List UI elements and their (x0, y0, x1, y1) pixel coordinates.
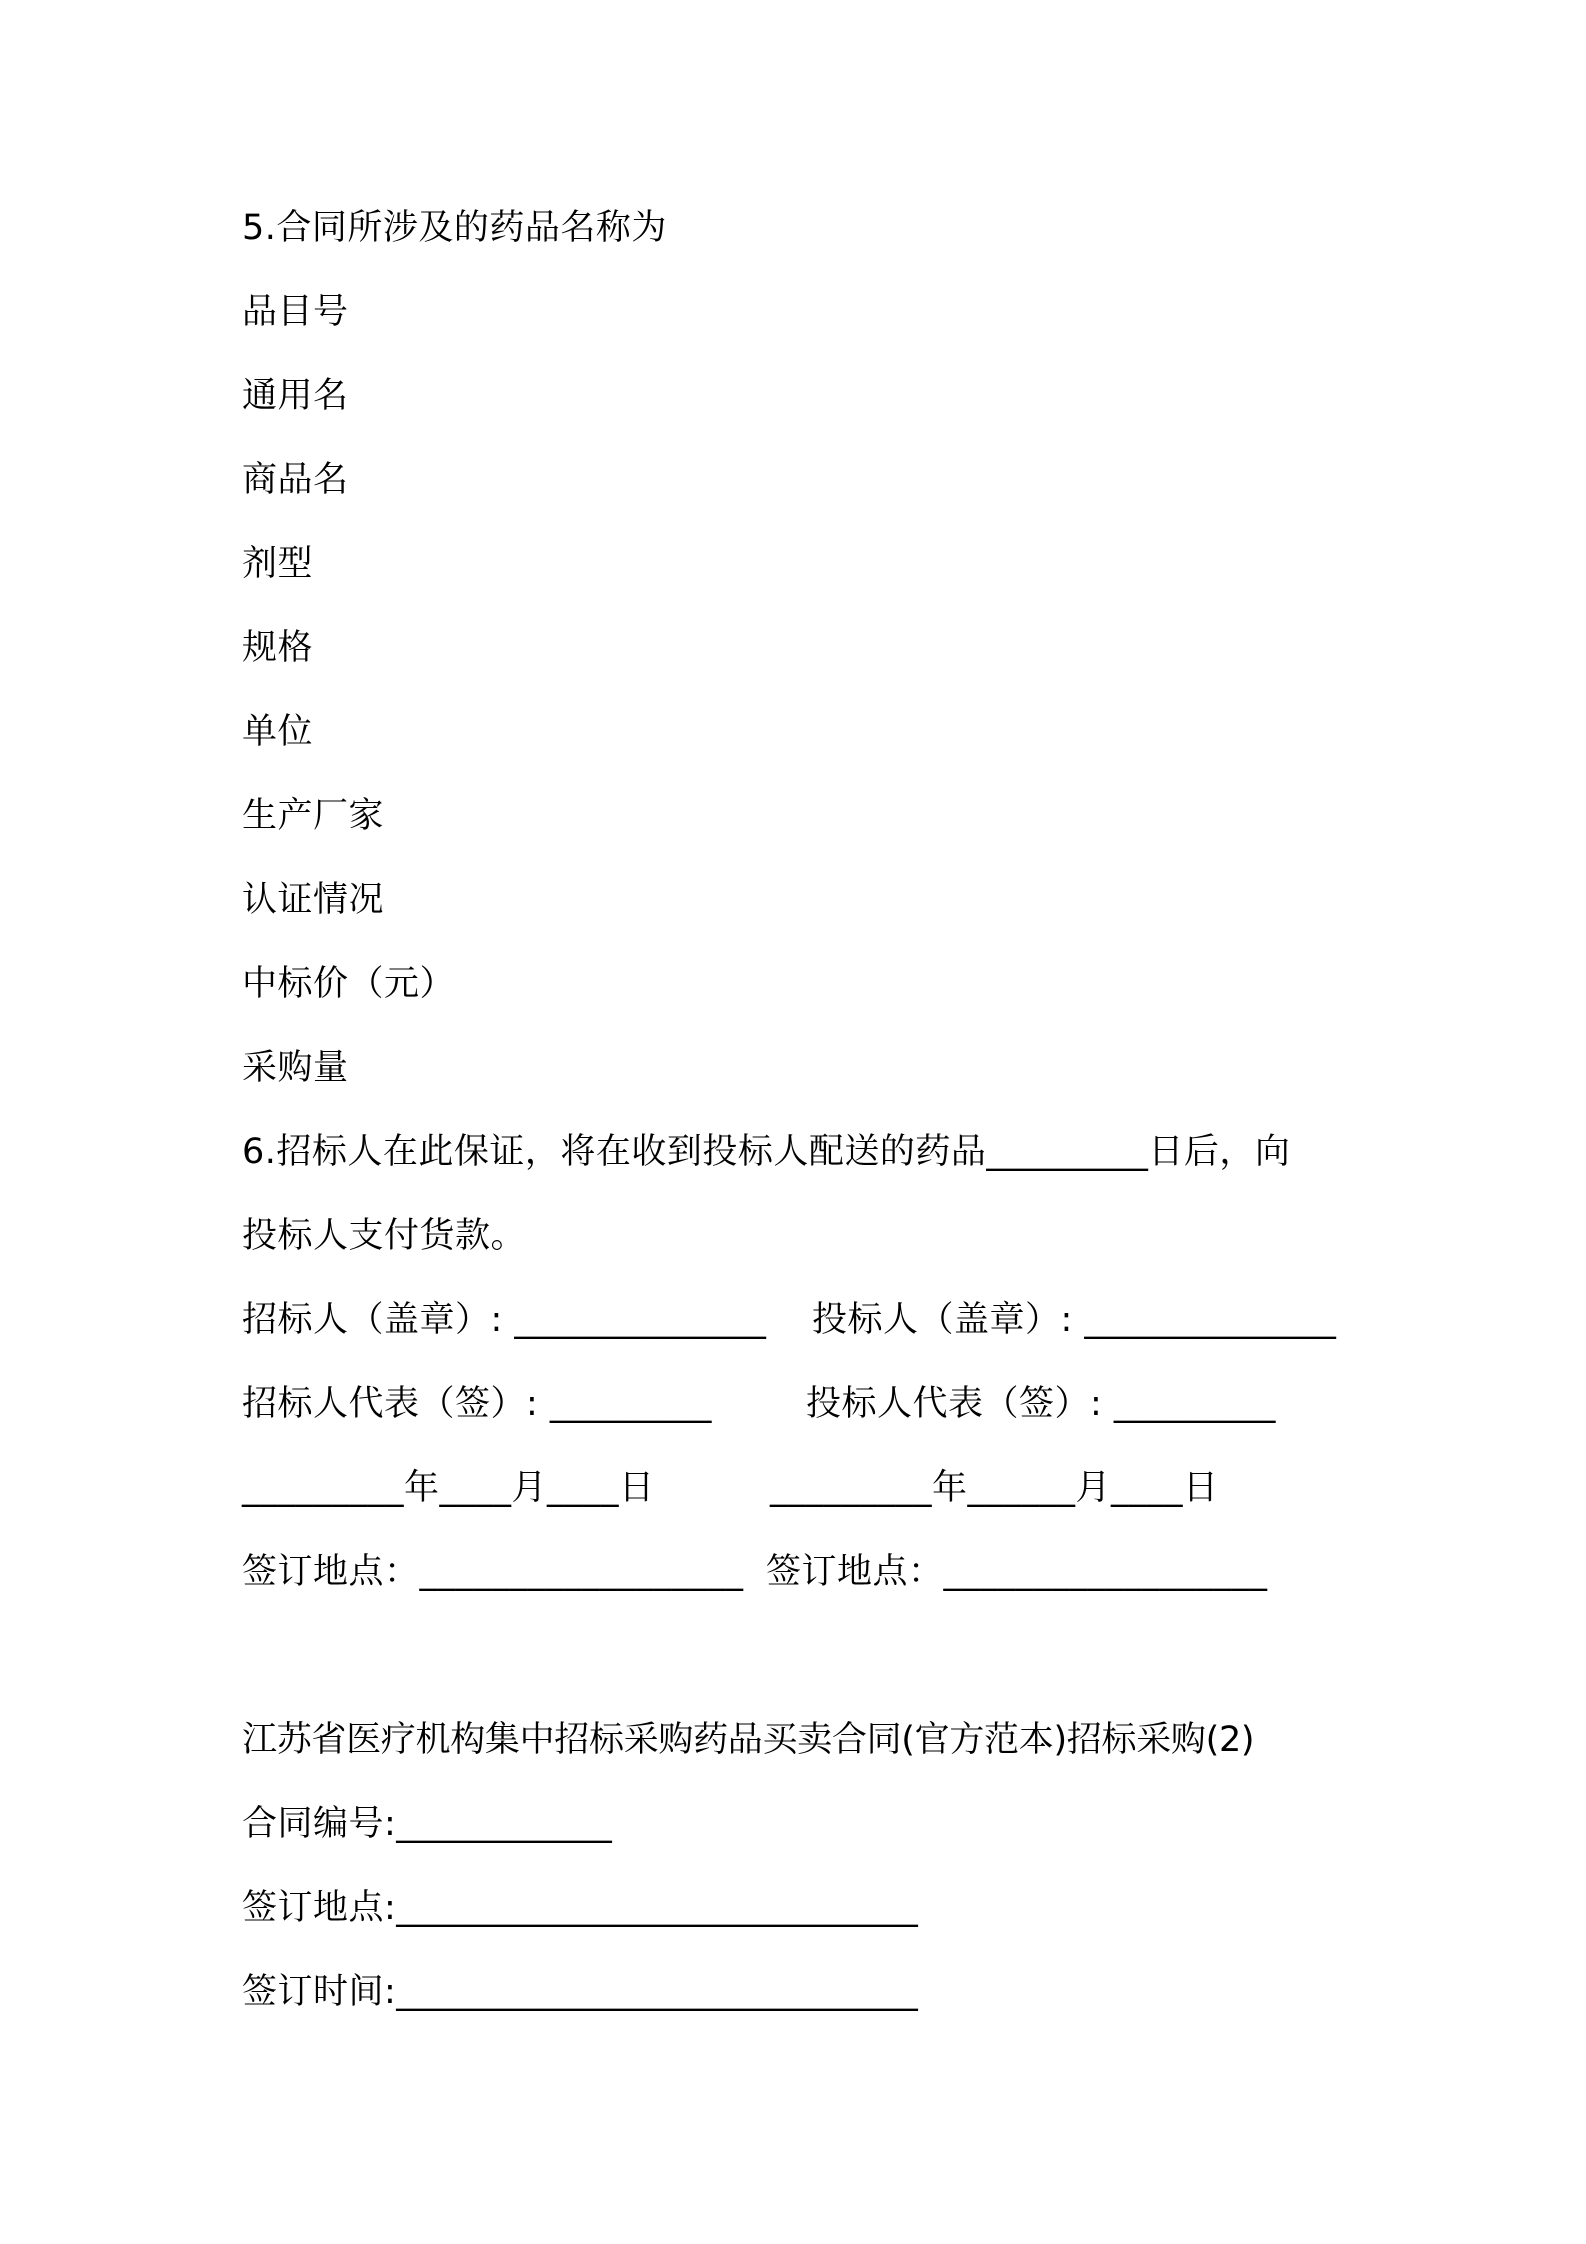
date-right: _________年______月____日 (770, 1468, 1219, 1508)
seal-bidder-inviter: 招标人（盖章）: ______________ (242, 1300, 767, 1340)
item-tongyong-ming: 通用名 (242, 376, 349, 416)
rep-bidder-inviter: 招标人代表（签）: _________ (242, 1384, 712, 1424)
date-left: _________年____月____日 (242, 1468, 655, 1508)
item-guige: 规格 (242, 628, 314, 668)
section-5-heading: 5.合同所涉及的药品名称为 (242, 208, 667, 248)
item-renzheng-qingkuang: 认证情况 (242, 880, 385, 920)
seal-bidder: 投标人（盖章）: ______________ (812, 1300, 1337, 1340)
section-6-line-2: 投标人支付货款。 (242, 1216, 527, 1256)
rep-bidder: 投标人代表（签）: _________ (806, 1384, 1276, 1424)
item-danwei: 单位 (242, 712, 314, 752)
place-right: 签订地点：__________________ (766, 1552, 1268, 1592)
item-shengchan-changjia: 生产厂家 (242, 796, 385, 836)
contract-time: 签订时间:_____________________________ (242, 1972, 919, 2012)
contract-place: 签订地点:_____________________________ (242, 1888, 919, 1928)
item-shangpin-ming: 商品名 (242, 460, 349, 500)
contract-2-title: 江苏省医疗机构集中招标采购药品买卖合同(官方范本)招标采购(2) (242, 1720, 1255, 1760)
contract-number: 合同编号:____________ (242, 1804, 613, 1844)
item-pinmu-hao: 品目号 (242, 292, 349, 332)
item-caigou-liang: 采购量 (242, 1048, 349, 1088)
item-jixing: 剂型 (242, 544, 314, 584)
place-left: 签订地点：__________________ (242, 1552, 744, 1592)
section-6-line-1: 6.招标人在此保证，将在收到投标人配送的药品_________日后，向 (242, 1132, 1291, 1172)
item-zhongbiao-jia: 中标价（元） (242, 964, 456, 1004)
